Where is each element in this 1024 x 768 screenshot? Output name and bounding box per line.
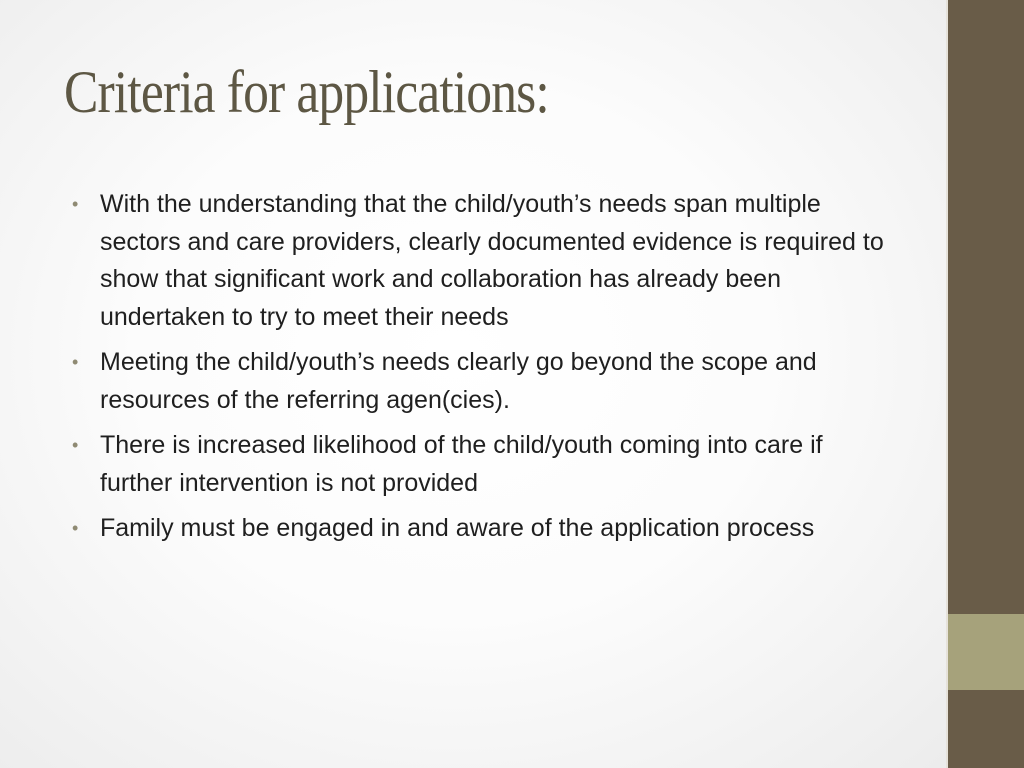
bullet-item <box>72 510 898 548</box>
bullet-text: There is increased likelihood of the child/youth coming into care if further intervention is not provided <box>100 431 823 497</box>
bullet-icon: • <box>72 435 79 455</box>
bullet-text: Family must be engaged in and aware of the application process <box>100 514 815 542</box>
bullet-item <box>72 344 898 419</box>
bullet-list <box>72 186 898 556</box>
slide-title: Criteria for applications: <box>64 59 549 125</box>
bullet-item <box>72 427 898 502</box>
bullet-icon: • <box>72 518 79 538</box>
bullet-item <box>72 186 898 336</box>
bullet-icon: • <box>72 352 79 372</box>
sidebar-accent-block <box>948 614 1024 690</box>
bullet-text: Meeting the child/youth’s needs clearly go beyond the scope and resources of the referring agen(cies). <box>100 348 817 414</box>
bullet-text: With the understanding that the child/youth’s needs span multiple sectors and care providers, clearly documented evidence is required to show that significant work and collaboration has already been undertaken to try to meet their needs <box>100 190 884 331</box>
bullet-icon: • <box>72 194 79 214</box>
